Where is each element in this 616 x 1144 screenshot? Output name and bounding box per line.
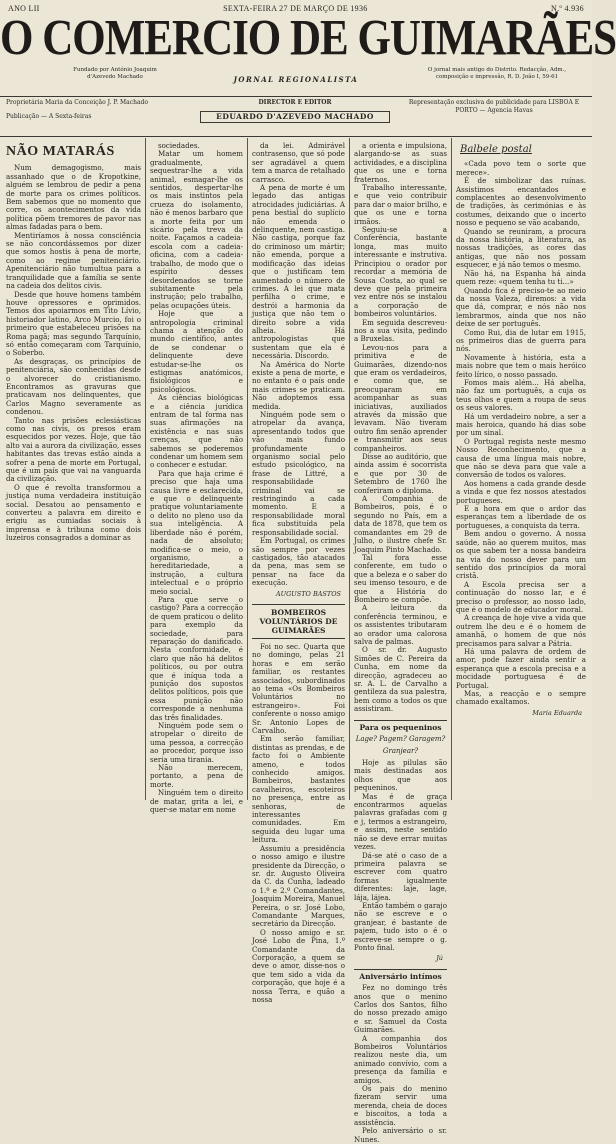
article6-verse: O Portugal regista neste mesmo Nosso Reconhecimento, que a causa de uma língua mais nobre, que não se deva para que vale a conversão de todos os valores. [456,436,586,480]
article1-continuation: Ninguém tem o direito de matar, grita a lei, e quer-se matar em nome [150,788,243,815]
article1-continuation: Ninguém pode sem o atropelar o direito de uma pessoa, a correcção ao procedor, porque isso seria uma tirania. [150,721,243,764]
article4-paragraph: Mas é de graça encontrarmos aquelas palavras grafadas com g e j, termos a estrangeiro, e assim, neste sentido não se deve errar muitas vezes. [354,791,447,852]
year-label: ANO LII [8,3,40,13]
column-rule-3 [349,138,350,800]
article6-verse: Há um verdadeiro nobre, a ser a mais heroica, quando há dias sobe por um sinal. [456,411,586,438]
article6-verse: Como Rui, dia de lutar em 1915, os primeiros dias de guerra para nós. [456,327,586,354]
article4-paragraph: Dá-se até o caso de a primeira palavra se escrever com quatro formas igualmente diferentes: laje, lage, lája, lájea. [354,850,447,902]
article6-verse: A creança de hoje vive a vida que outrem lhe deu e é o homem de amanhã, o homem de que nós precisamos para salvar a Pátria. [456,613,586,648]
article-title-aniversario: Aniversário intímos [354,969,447,981]
owner-line: Proprietária Maria da Conceição J. P. Machado [6,99,148,106]
issue-date: SEXTA-FEIRA 27 DE MARÇO DE 1936 [223,3,368,13]
article6-verse: Há uma palavra de ordem de amor, pode fazer ainda sentir a esperança que a escola precisa e a mocidade portuguesa é de Portugal. [456,646,586,690]
masthead-right-info: O jornal mais antigo do Distrito. Redacção, Adm., composição e impressão, R. D. João I, 59-61 [427,67,567,80]
column-2 [150,141,243,815]
article1-paragraph: Mentiríamos à nossa consciência se não concordássemos por dizer que somos hostis à pena de morte, como ao regime penitenciário. Apenitenciário não tumultua para a tranquilidade que a família se sente na cadeia dos delitos civis. [6,230,141,291]
article-title-bombeiros: BOMBEIROS VOLUNTÁRIOS DE GUIMARÃES [252,604,345,639]
article1-continuation: Não merecem, portanto, a pena de morte. [150,763,243,789]
article1-continuation: Na América do Norte existe a pena de morte, e no entanto é o país onde mais crimes se praticam. Não adoptemos essa medida. [252,359,345,411]
article6-verse: Quando se reuniram, a procura da nossa história, a literatura, as nossas tradições, as cores das antigas, que não nos possam esquecer, e já não temos o mesmo. [456,226,586,270]
article1-continuation: Ninguém pode sem o atropelar da avança, apresentando todos que vão mais fundo profundamente o organismo social pelo estudo psicológico, na frase de Littré, a responsabilidade criminal vai se restringindo a cada momento. E a responsabilidade moral fica substituída pela responsabilidade social. [252,410,345,537]
article6-signature: Maria Eduarda [532,708,582,717]
article3-paragraph: Em seguida descreveu-nos a sua visita, pedindo a Bruxelas. [354,317,447,344]
article1-continuation: Em Portugal, os crimes são sempre por vezes castigados, tão atacados da pena, mas sem se pensar na face da execução. [252,536,345,588]
masthead-subband [0,66,592,96]
article6-verse: Bem andou o governo. A nossa saúde, não ao querem muitos, mas os que sabem ter a nossa bandeira na via do nosso dever para um sentido dos princípios da moral cristã. [456,529,586,581]
article6-verse: É de simbolizar das ruínas. Assistimos encantados e complacentes ao desenvolvimento de tradições, às cerimónias e às costumes, deixando que o incerto nosso e pequeno se vão acabando, [456,176,586,228]
question-line-1: Lage? Pagem? Garagem? [355,735,446,744]
article6-verse: Não há, na Espanha há ainda quem reze: «quem tenha tu ti...» [456,268,586,287]
director-label: DIRECTOR E EDITOR [258,99,332,106]
column-rule-4 [451,138,452,800]
article1-continuation: As ciências biológicas e a ciência jurídica entram de tal forma nas suas afirmações na existência e nas suas crenças, que não sabemos se poderemos condenar um homem sem o conhecer e estudar. [150,393,243,470]
article2-paragraph: Foi no sec. Quarta que no domingo, pelas 21 horas e em serão familiar, os restantes associados, subordinados ao tema «Os Bombeiros Voluntários no estrangeiro». Foi conferente o nosso amigo Sr. Antonio Lopes de Carvalho. [252,641,345,735]
director-name: EDUARDO D'AZEVEDO MACHADO [200,111,390,123]
article6-verse: Novamente à história, esta a mais nobre que tem o mais heróico feito lírico, o nosso passado. [456,352,586,379]
article4-signature: Jú [436,954,443,963]
article3-paragraph: Tal fora esse conferente, em tudo o que a beleza e o saber do seu imenso tesouro, e de que a História do Bombeiro se compõe. [354,552,447,604]
article1-continuation: Para que haja crime é preciso que haja uma causa livre e esclarecida, e que o delinquente pratique voluntariamente o delito no pleno uso da sua inteligência. A liberdade não é porém, nada de absoluto; modifica-se o meio, o organismo, a hereditariedade, a instrução, a cultura intelectual e o próprio meio social. [150,468,243,596]
article3-paragraph: a orienta e impulsiona, alargando-se as suas actividades, e a disciplina que os une e torna fraternos. [354,141,447,184]
article6-verse: Mas, a reacção e o sempre chamado exaltamos. [456,689,586,707]
article6-verse: «Cada povo tem o sorte que merece». [456,159,586,177]
article5-paragraph: Os pais do menino fizeram servir uma merenda, cheia de doces e biscoitos, a toda a assistência. [354,1084,447,1127]
question-line-2: Granjear? [382,747,419,756]
article1-continuation: Para que serve o castigo? Para a correcção de quem praticou o delito para exemplo da sociedade, para reparação do danificado. Nesta conformidade, é claro que não há delitos políticos, ou por outra que é iníqua toda a punição dos supostos delitos políticos, pois que essa punição não corresponde a nenhuma das três finalidades. [150,594,243,722]
article-title-pequeninos: Para os pequeninos [354,720,447,732]
article2-paragraph: Assumiu a presidência o nosso amigo e ilustre presidente da Direcção, o sr. dr. Augusto Oliveira da C. da Cunha, ladeado o 1.º e 2.º Comandantes, Joaquim Moreira, Manuel Pereira, o sr. José Lobo, Comandante Marques, secretário da Direcção. [252,843,345,929]
issue-number: N.º 4.936 [551,3,584,13]
article5-paragraph: A companhia dos Bombeiros Voluntários realizou neste dia, um animado convívio, com a presença da família e amigos. [354,1033,447,1085]
article4-paragraph: Então também o garajo não se escreve e o granjear, é bastante de pajem, tudo isto o é o escreve-se sempre o g. Ponto final. [354,900,447,952]
masthead-title: O COMERCIO DE GUIMARÃES [0,10,616,67]
article6-verse: Fomos mais além... Há abelha, não faz um português, a cuja os teus olhos e quem a roupa de seus os seus valores. [456,377,586,413]
masthead-subtitle: JORNAL REGIONALISTA [233,75,359,84]
article6-verse: E a hora em que o ardor das esperanças tem a liberdade de os portugueses, a conquista da terra. [456,504,586,530]
article1-continuation: Hoje que a antropologia criminal chama a atenção do mundo científico, antes de se condenar o delinquente deve estudar-se-lhe os estigmas anatómicos, fisiológicos e psicológicos. [150,309,243,394]
columns-area [0,138,592,1144]
article3-paragraph: A leitura da conferência terminou, e os assistentes tributaram ao orador uma calorosa salva de palmas. [354,603,447,646]
column-1 [6,142,141,798]
article3-paragraph: Levou-nos para a primitiva e de Guimarães, dizendo-nos que eram os verdadeiros, e como que, se preocuparam em acompanhar as suas iniciativas, auxiliados através da missão que levavam. Não tiveram outro fim senão aprender e transmitir aos seus companheiros. [354,342,447,453]
column-5 [456,142,586,798]
publication-line: Publicação — A Sexta-feiras [6,113,92,120]
representation-info: Representação exclusiva de publicidade para LISBOA E PORTO — Agencia Havas [408,99,580,114]
article1-continuation: A pena de morte é um legado das antigas atrocidades judiciárias. A pena bestial do suplício não emenda o delinquente, nem castiga. Não castiga, porque faz do criminoso um mártir; não emenda, porque a modificação das ideias que o justificam tem aumentado o número de crimes. A lei que mata perfilha o crime, e destrói a harmonia da justiça que não tem o direito sobre a vida alheia. Há antropologistas que sustentam que ela é necessária. Discordo. [252,183,346,361]
column-rule-2 [247,138,248,800]
article1-paragraph: Num demagogismo, mais assanhado que o de Kropotkine, alguém se lembrou de pedir a pena de morte para os crimes políticos. Bem sabemos que no momento que corre, os acontecimentos da vida política põem tremores de pavor nas almas fadadas para o bem. [6,163,141,232]
article1-paragraph: O que é revolta transformou a justiça numa verdadeira instituição social. Desatou ao pensamento e converteu a palavra em direito e erigiu as cumiadas sociais à imprensa e à tribuna como dois luzeiros consagrados a dominar as [6,482,141,543]
article3-paragraph: Disse ao auditório, que ainda assim é socorrista e que por 30 de Setembro de 1760 lhe conferiram o diploma. [354,452,447,495]
article1-continuation: sociedades. [158,141,200,150]
article2-paragraph: O nosso amigo e sr. José Lobo de Pina, 1.º Comandante da Corporação, a quem se deve o amor, disse-nos o que tem sido a vida da corporação, que hoje é a nossa Terra, e quão a nossa [252,927,345,1004]
column-rule-1 [145,138,146,800]
info-band [0,97,592,137]
column-4 [354,141,447,1144]
article6-verse: Quando fica é preciso-te ao meio da nossa Valeza, diremos: a vida que dá, comprar, e nós não nos lembrarmos, ainda que nos não deixe de ser português. [456,285,586,329]
article1-signature: AUGUSTO BASTOS [275,589,341,598]
info-center [200,99,390,123]
article3-paragraph: Seguiu-se a Conferência, bastante longa, mas muito interessante e instrutiva. Principiou o orador por recordar a memória de Sousa Costa, ao qual se deve que pela primeira vez entre nós se instalou a corporação de bombeiros voluntários. [354,225,447,319]
article-title-nao-mataras: NÃO MATARÁS [6,144,115,159]
article1-paragraph: Tanto nas prisões eclesiásticas como nas civis, os presos eram esquecidos por vezes. Hoje, que tão alto vai a aurora da civilização, esses habitantes das trevas estão ainda a sofrer a pena de morte em Portugal, que é um país que vai na vanguarda da civilização. [6,415,141,484]
divider-bottom [0,136,592,137]
article6-verse: Aos homens a cada grande desde a vinda e que fez nossos atestados portugueses. [456,478,586,505]
article1-paragraph: As desgraças, os princípios de penitenciária, são conhecidas desde o alvorecer do cristianismo. Encontramos as gravuras que praticavam nos delinquentes, que Carlos Magno severamente as condenou. [6,356,141,417]
article3-paragraph: Trabalho interessante, e que veio contribuir para dar o maior brilho, e que os une e torna irmãos. [354,183,447,226]
founder-note: Fundado por António Joaquim d'Azevedo Machado [73,67,157,80]
article4-paragraph: Hoje as pilulas são mais destinadas aos olhos que aos pequeninos. [354,758,447,793]
article5-paragraph: Fez no domingo três anos que o menino Carlos dos Santos, filho do nosso prezado amigo e sr. Samuel da Costa Guimarães. [354,983,447,1035]
article3-paragraph: O sr. dr. Augusto Simões de C. Pereira da Cunha, em nome da direcção, agradeceu ao sr. A. L. de Carvalho a gentileza da sua palestra, bem como a todos os que assistiram. [354,645,447,714]
article1-continuation: da lei. Admirável contrasenso, que só pode ser agradável a quem tem a marca de retalhado carrasco. [252,141,345,184]
article2-paragraph: Em serão familiar, distintas as prendas, e de facto foi o Ambiente ameno, e todos conhecido amigos. Bombeiros, bastantes cavalheiros, escoteiros no presença, entre as senhoras, de interessantes comunidades. Em seguida deu lugar uma leitura. [252,734,345,845]
info-left [6,99,176,121]
article-title-balbele: Balbele postal [460,144,532,155]
article5-paragraph: Pelo aniversário o sr. Nunes. [354,1126,447,1144]
article6-verse: A Escola precisa ser a continuação do nosso lar, e é preciso o professor, ao nosso lado, que é o modelo de educador moral. [456,579,586,614]
article1-paragraph: Desde que houve homens também houve opressores e oprimidos. Temos dos apoiarmos em Tito Lívio, historiador latino, Arco Murcio, foi o primeiro que estabeleceu prisões na Roma pagã; mas segundo Tarquínio, só então começaram com Tarquínio, o Soberbo. [6,289,141,358]
column-3 [252,141,346,1004]
article1-continuation: Matar um homem gradualmente, sequestrar-lhe a vida animal, esmagar-lhe os sentidos, despertar-lhe os mais instintos pela crueza do isolamento, não é menos barbaro que a morte feita por um sicário pela treva da noite. Façamos a cadeia-escola com a cadeia-oficina, com a cadeia-trabalho, de modo que o espírito desses desordenados se torne subitamente pela instrução; pelo trabalho, pelas ocupações úteis. [150,149,243,310]
article3-paragraph: A Companhia de Bombeiros, pois, é o segundo no País, em a data de 1878, que tem os comandantes em 29 de Julho, o ilustre chefe Sr. Joaquim Pinto Machado. [354,494,447,554]
